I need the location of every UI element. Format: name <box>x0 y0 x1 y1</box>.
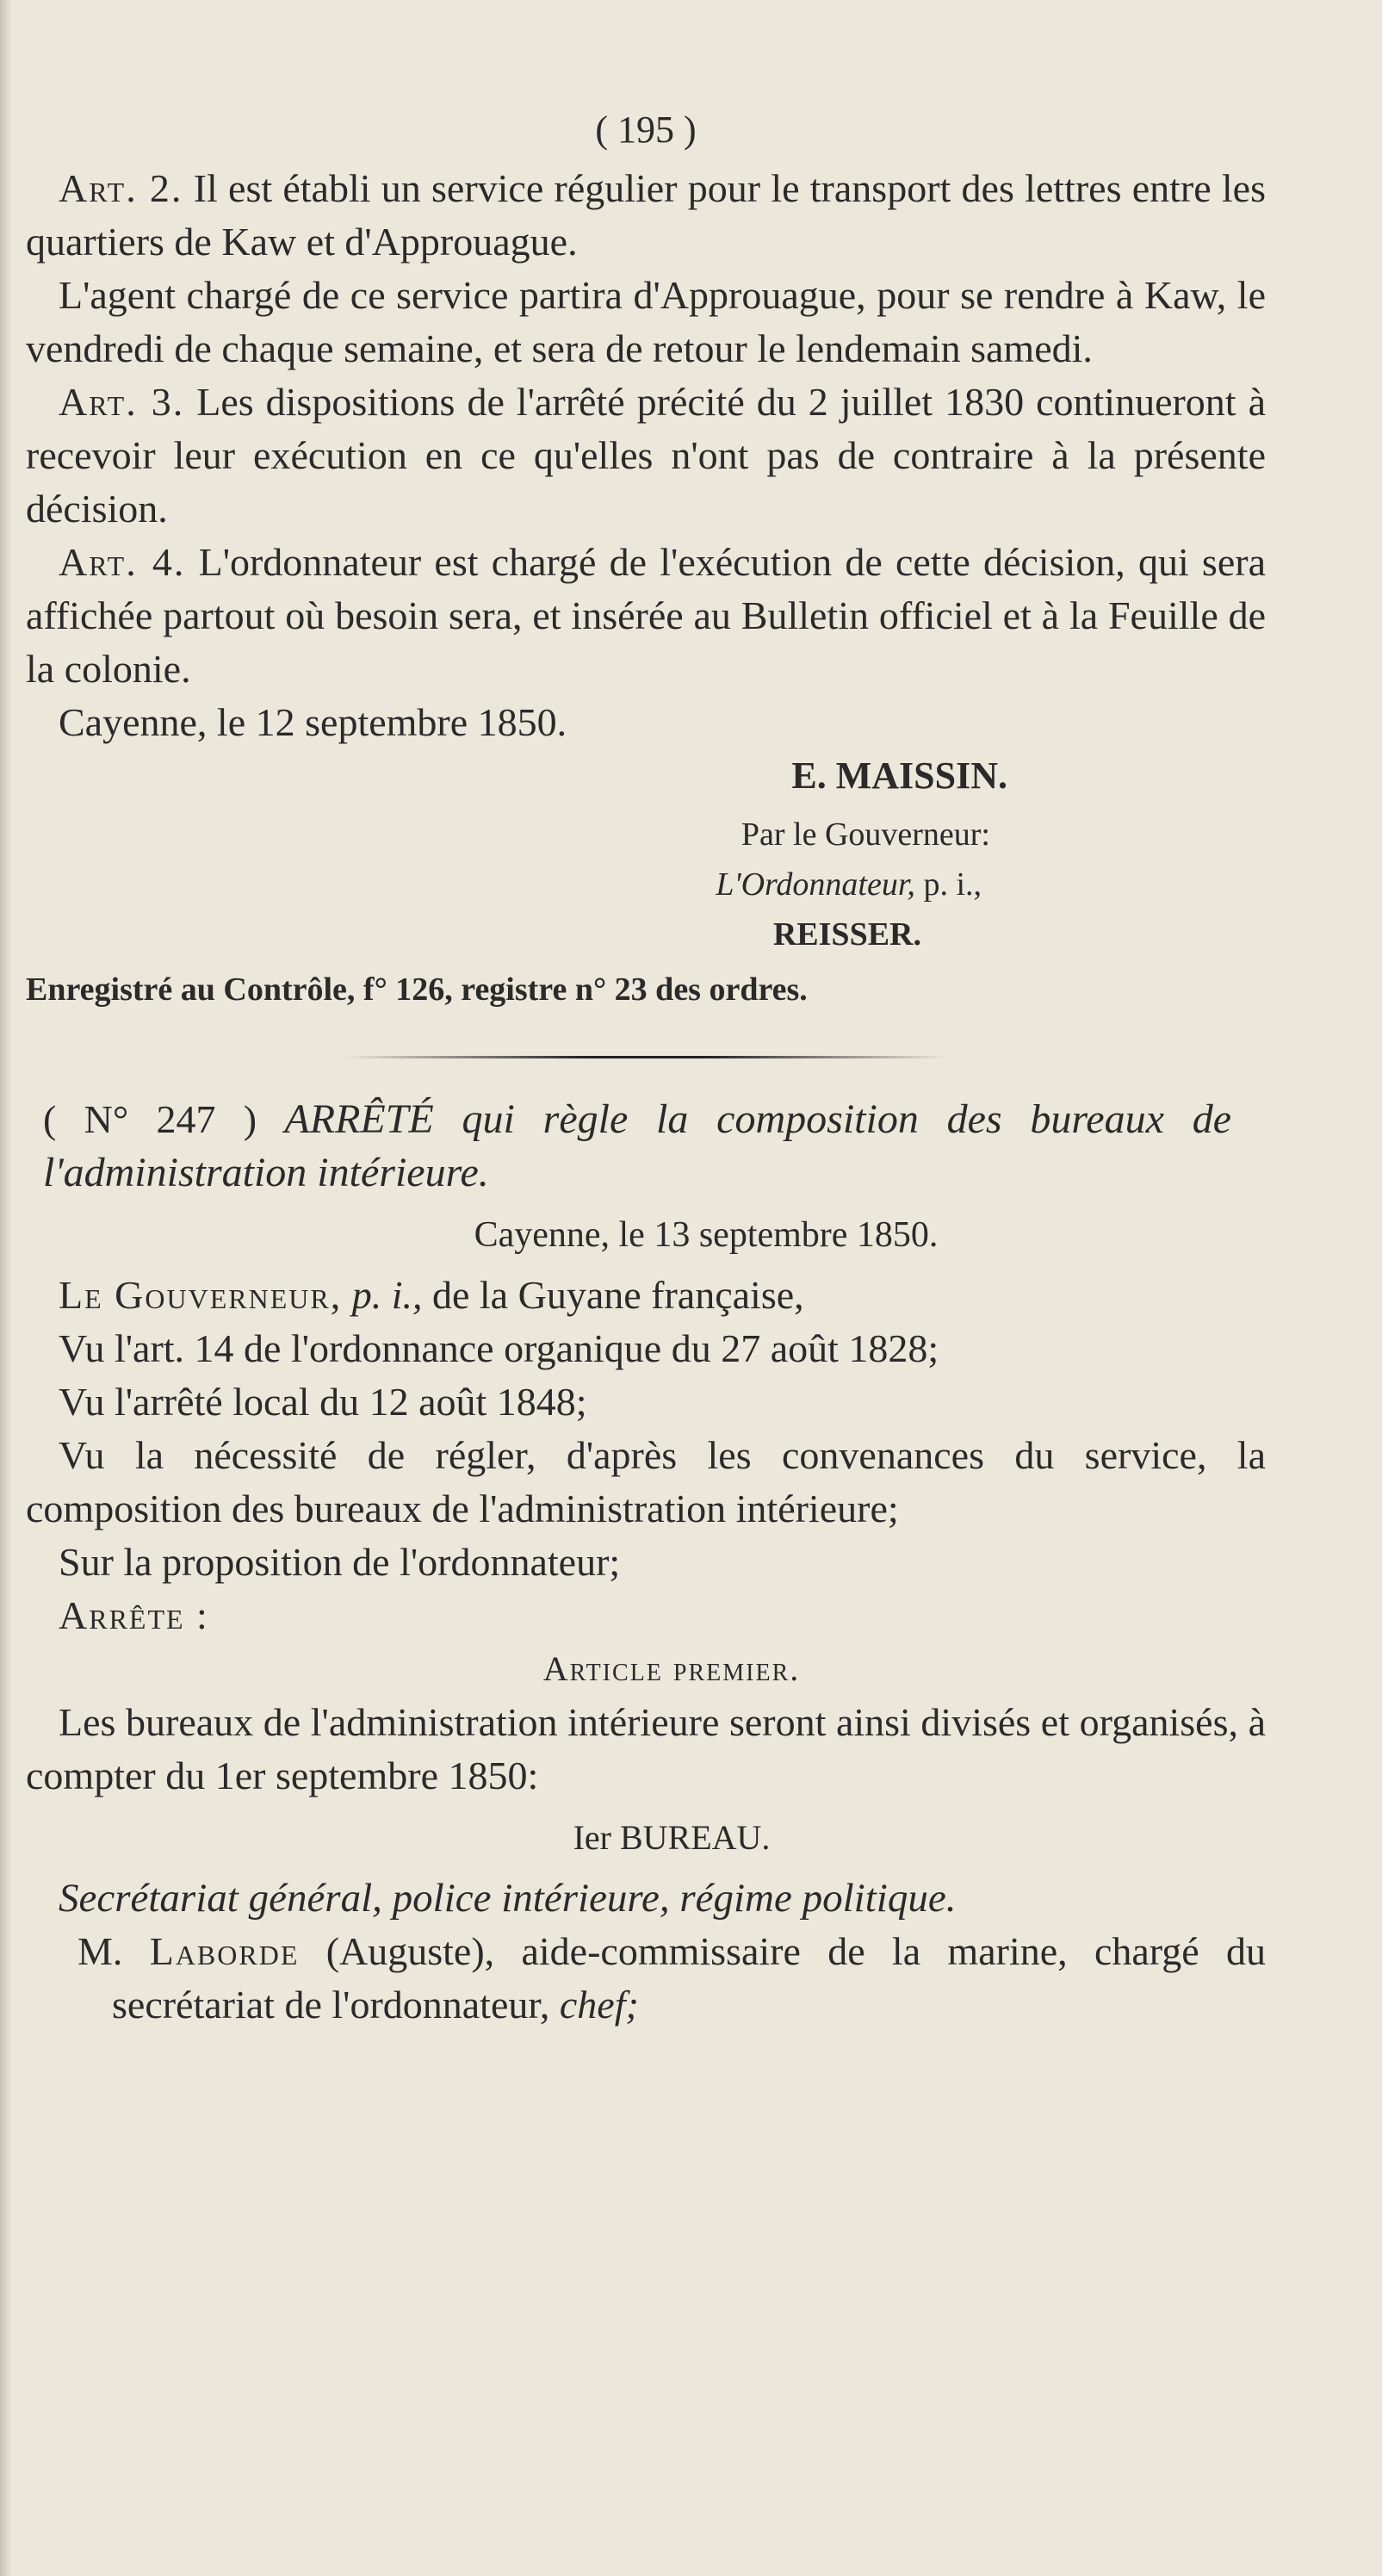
arrete-label: Arrête : <box>59 1593 209 1637</box>
page-number: ( 195 ) <box>595 109 697 151</box>
laborde-role: chef; <box>559 1983 639 2027</box>
governor-rest: de la Guyane française, <box>431 1273 804 1317</box>
article-3 <box>26 376 1266 536</box>
article-4 <box>26 536 1266 696</box>
article-2-label: Art. 2. <box>59 166 183 210</box>
vu-arrete-local: Vu l'arrêté local du 12 août 1848; <box>59 1380 587 1424</box>
signature-reisser: REISSER. <box>772 916 921 953</box>
registration-note: Enregistré au Contrôle, f° 126, registre n° 23 des ordres. <box>26 971 808 1008</box>
governor-label: Le Gouverneur, <box>59 1273 343 1317</box>
laborde-entry <box>26 1925 1266 2032</box>
article-premier-heading: Article premier. <box>542 1649 801 1688</box>
article-3-label: Art. 3. <box>59 380 185 424</box>
decree-heading <box>26 1093 1266 1200</box>
article-3-text: Les dispositions de l'arrêté précité du 2 juillet 1830 continueront à recevoir leur exécution en ce qu'elles n'ont pas de contraire à la présente décision. <box>26 380 1266 531</box>
signature-maissin: E. MAISSIN. <box>791 754 1007 797</box>
document-page <box>26 103 1266 2032</box>
page-edge <box>0 0 12 2576</box>
article-2 <box>26 162 1266 269</box>
section-divider <box>344 1056 947 1058</box>
decree-number: ( N° 247 ) <box>43 1097 257 1141</box>
vu-necessite: Vu la nécessité de régler, d'après les convenances du service, la composition des bureaux de l'administration intérieure; <box>26 1433 1266 1530</box>
ordonnateur-line <box>26 860 1266 909</box>
laborde-name: Laborde <box>149 1929 300 1973</box>
laborde-prefix: M. <box>77 1929 123 1973</box>
date-line: Cayenne, le 12 septembre 1850. <box>59 700 567 744</box>
article-premier-text: Les bureaux de l'administration intérieure seront ainsi divisés et organisés, à compter du 1er septembre 1850: <box>26 1700 1266 1797</box>
governor-abbr: p. i., <box>351 1273 423 1317</box>
article-2-paragraph: L'agent chargé de ce service partira d'Approuague, pour se rendre à Kaw, le vendredi de chaque semaine, et sera de retour le lendemain samedi. <box>26 273 1266 370</box>
article-2-text: Il est établi un service régulier pour le transport des lettres entre les quartiers de Kaw et d'Approuague. <box>26 166 1266 264</box>
article-4-text: L'ordonnateur est chargé de l'exécution de cette décision, qui sera affichée partout où besoin sera, et insérée au Bulletin officiel et à la Feuille de la colonie. <box>26 540 1266 691</box>
ordonnateur-abbr: p. i., <box>923 866 982 903</box>
ordonnateur-title: L'Ordonnateur, <box>716 866 915 903</box>
article-4-label: Art. 4. <box>59 540 186 584</box>
vu-ordonnance: Vu l'art. 14 de l'ordonnance organique du 27 août 1828; <box>59 1326 939 1370</box>
decree-date: Cayenne, le 13 septembre 1850. <box>474 1215 939 1255</box>
sur-proposition: Sur la proposition de l'ordonnateur; <box>59 1540 621 1584</box>
par-le-gouverneur: Par le Gouverneur: <box>741 816 990 853</box>
bureau-subtitle: Secrétariat général, police intérieure, régime politique. <box>59 1876 957 1921</box>
bureau-title: Ier BUREAU. <box>573 1818 771 1857</box>
governor-line <box>26 1269 1266 1322</box>
laborde-text: (Auguste), aide-commissaire de la marine, chargé du secrétariat de l'ordonnateur, <box>112 1929 1267 2027</box>
decree-title: ARRÊTÉ qui règle la composition des bureaux de l'administration intérieure. <box>43 1096 1231 1195</box>
